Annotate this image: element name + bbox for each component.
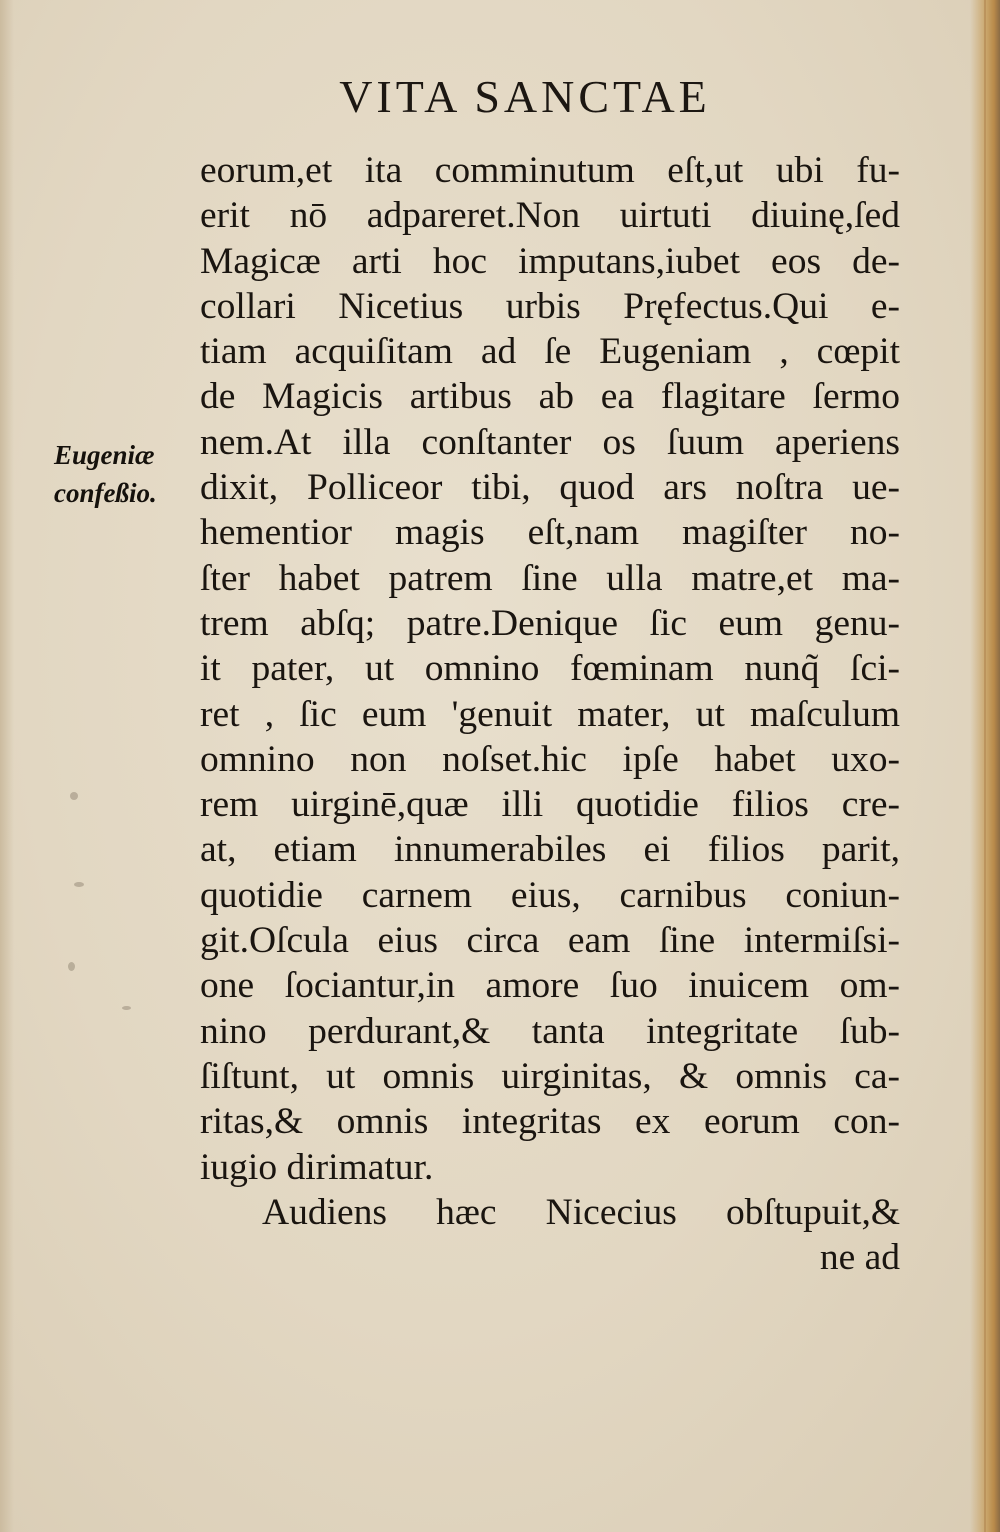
text-line: hementior magis eſt,nam magiſter no- <box>200 512 900 554</box>
marginal-note-line: Eugeniæ <box>54 440 155 470</box>
marginal-note <box>54 436 194 512</box>
text-line: collari Nicetius urbis Pręfectus.Qui e- <box>200 285 900 327</box>
body-text <box>200 148 900 1280</box>
ink-mark <box>70 792 78 800</box>
text-line: trem abſq; patre.Denique ſic eum genu- <box>200 602 900 644</box>
text-line: rem uirginē,quæ illi quotidie filios cre- <box>200 784 900 826</box>
text-line: ret , ſic eum 'genuit mater, ut maſculum <box>200 693 900 735</box>
text-line: ſter habet patrem ſine ulla matre,et ma- <box>200 557 900 599</box>
ink-mark <box>122 1006 131 1010</box>
text-line: quotidie carnem eius, carnibus coniun- <box>200 874 900 916</box>
page-gutter <box>0 0 14 1532</box>
text-line: de Magicis artibus ab ea flagitare ſermo <box>200 376 900 418</box>
text-line: omnino non noſset.hic ipſe habet uxo- <box>200 738 900 780</box>
text-line: nino perdurant,& tanta integritate ſub- <box>200 1010 900 1052</box>
text-line: git.Oſcula eius circa eam ſine intermiſsi- <box>200 920 900 962</box>
text-line: iugio dirimatur. <box>200 1146 434 1188</box>
running-head: VITA SANCTAE <box>339 71 711 122</box>
text-line: at, etiam innumerabiles ei filios parit, <box>200 829 900 871</box>
marginal-note-line: confeßio. <box>54 478 157 508</box>
text-line: eorum,et ita comminutum eſt,ut ubi fu- <box>200 150 900 191</box>
text-line: nem.At illa conſtanter os ſuum aperiens <box>200 421 900 463</box>
catchword: ne ad <box>819 1237 900 1279</box>
ink-mark <box>74 882 84 887</box>
text-line: ritas,& omnis integritas ex eorum con- <box>200 1101 900 1143</box>
text-line: dixit, Polliceor tibi, quod ars noſtra ue- <box>200 467 900 509</box>
text-line: Audiens hæc Nicecius obſtupuit,& <box>262 1191 900 1233</box>
text-line: tiam acquiſitam ad ſe Eugeniam , cœpit <box>200 331 900 373</box>
text-line: it pater, ut omnino fœminam nunq̃ ſci- <box>200 648 900 690</box>
text-line: one ſociantur,in amore ſuo inuicem om- <box>200 965 900 1007</box>
text-line: erit nō adpareret.Non uirtuti diuinę,ſed <box>200 195 900 237</box>
ink-mark <box>68 962 75 971</box>
text-line: ſiſtunt, ut omnis uirginitas, & omnis ca- <box>200 1055 900 1097</box>
text-line: Magicæ arti hoc imputans,iubet eos de- <box>200 240 900 282</box>
page-edge-line <box>984 0 986 1532</box>
